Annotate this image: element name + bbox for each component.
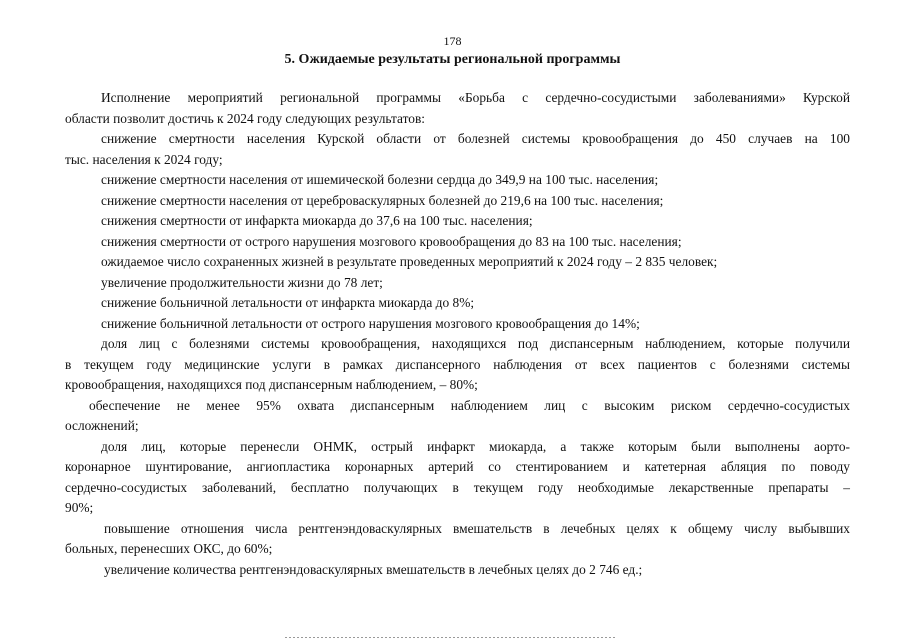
text-line: повышение отношения числа рентгенэндоваскулярных вмешательств в лечебных целях к общему числу выбывших — [104, 520, 850, 536]
text-line: снижение смертности населения Курской области от болезней системы кровообращения до 450 случаев на 100 — [101, 131, 850, 146]
text-line: обеспечение не менее 95% охвата диспансерным наблюдением лиц с высоким риском сердечно-сосудистых — [89, 397, 850, 413]
text-line: коронарное шунтирование, ангиопластика коронарных артерий со стентированием и катетерная абляция по поводу — [65, 459, 850, 474]
text-line: ожидаемое число сохраненных жизней в результате проведенных мероприятий к 2024 году – 2 835 человек; — [101, 254, 718, 269]
section-heading: 5. Ожидаемые результаты региональной программы — [284, 52, 621, 67]
text-line: снижение больничной летальности от инфаркта миокарда до 8%; — [101, 295, 475, 310]
text-line: в текущем году медицинские услуги в рамках диспансерного наблюдения от всех пациентов с болезнями системы — [65, 356, 850, 372]
text-line: 90%; — [65, 500, 94, 515]
text-line: увеличение продолжительности жизни до 78 лет; — [101, 274, 383, 290]
text-line: доля лиц, которые перенесли ОНМК, острый инфаркт миокарда, а также которым были выполнены аорто- — [101, 438, 850, 454]
text-line: области позволит достичь к 2024 году следующих результатов: — [65, 110, 426, 126]
text-line: сердечно-сосудистых заболеваний, бесплатно получающих в текущем году необходимые лекарственные препараты – — [65, 479, 850, 495]
document-body — [65, 88, 850, 580]
text-line: осложнений; — [65, 418, 139, 433]
page-number: 178 — [443, 34, 462, 48]
text-line: снижение смертности населения от цереброваскулярных болезней до 219,6 на 100 тыс. населения; — [101, 192, 664, 208]
text-line: снижение больничной летальности от острого нарушения мозгового кровообращения до 14%; — [101, 315, 640, 331]
text-line: снижение смертности населения от ишемической болезни сердца до 349,9 на 100 тыс. населения; — [101, 172, 659, 187]
text-line: доля лиц с болезнями системы кровообращения, находящихся под диспансерным наблюдением, которые получили — [101, 336, 850, 351]
text-line: Исполнение мероприятий региональной программы «Борьба с сердечно-сосудистыми заболеваниями» Курской — [101, 90, 850, 105]
text-line: кровообращения, находящихся под диспансерным наблюдением, – 80%; — [65, 377, 478, 392]
text-line: снижения смертности от инфаркта миокарда до 37,6 на 100 тыс. населения; — [101, 213, 533, 228]
bottom-dotted-rule — [0, 636, 905, 640]
text-line: тыс. населения к 2024 году; — [65, 151, 223, 167]
text-line: больных, перенесших ОКС, до 60%; — [65, 541, 273, 556]
text-line: увеличение количества рентгенэндоваскулярных вмешательств в лечебных целях до 2 746 ед.; — [104, 561, 643, 577]
text-line: снижения смертности от острого нарушения мозгового кровообращения до 83 на 100 тыс. населения; — [101, 233, 682, 249]
